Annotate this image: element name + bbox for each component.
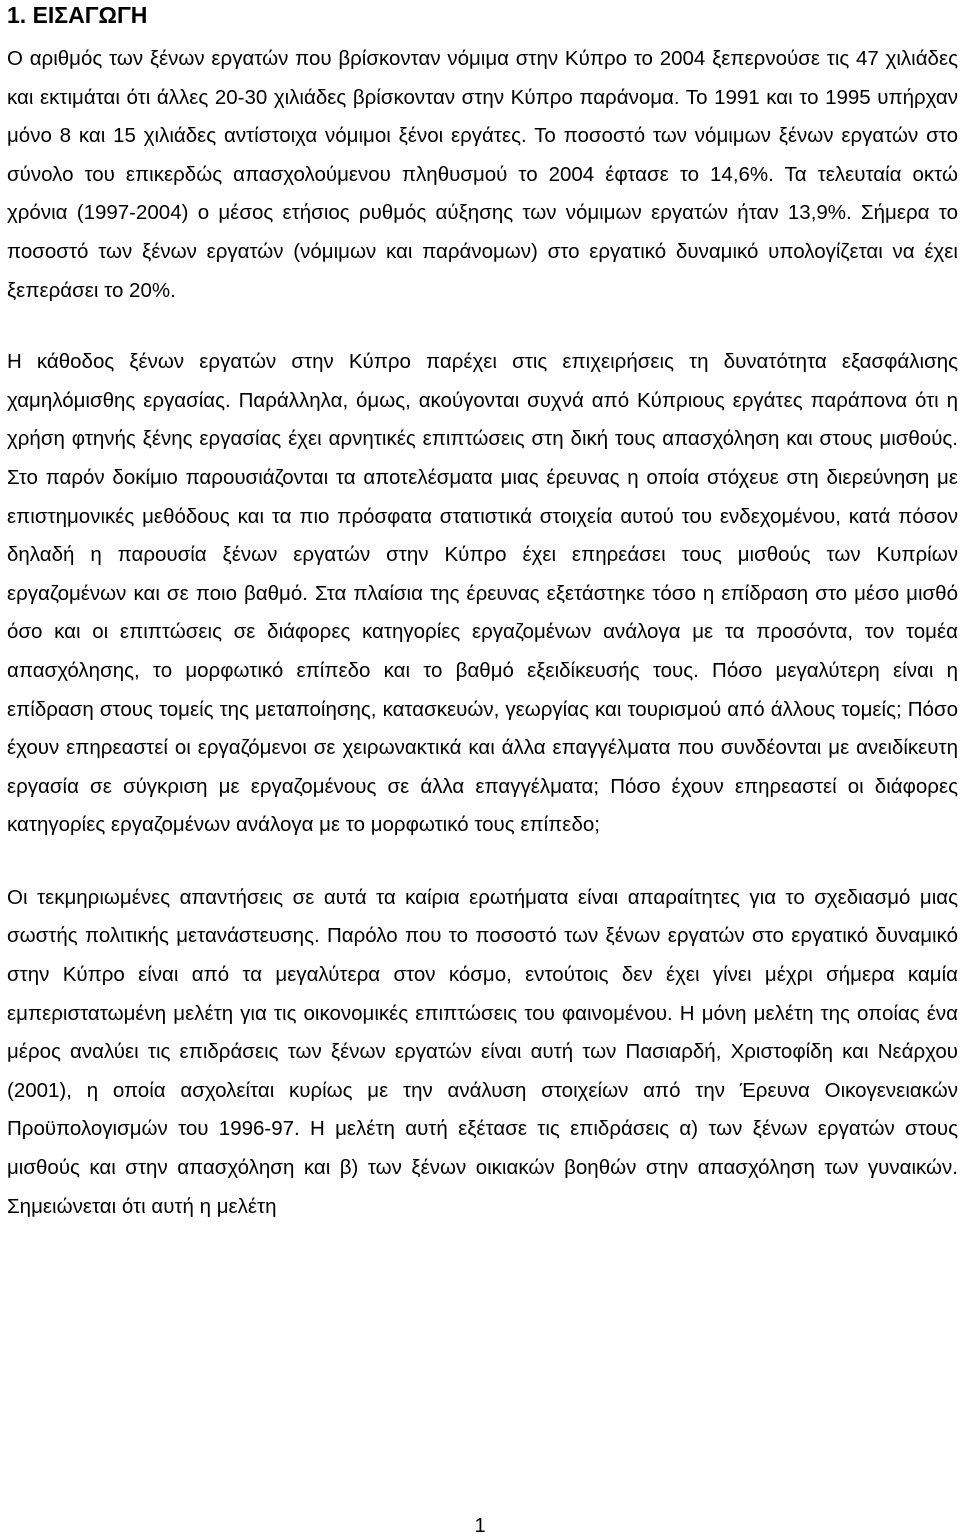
page-number: 1 [474,1515,486,1537]
paragraph-3: Οι τεκμηριωμένες απαντήσεις σε αυτά τα καίρια ερωτήματα είναι απαραίτητες για το σχεδιασμό μιας σωστής πολιτικής μετανάστευσης. Παρόλο που το ποσοστό των ξένων εργατών στο εργατικό δυναμικό στην Κύπρο είναι από τα μεγαλύτερα στον κόσμο, εντούτοις δεν έχει γίνει μέχρι σήμερα καμία εμπεριστατωμένη μελέτη για τις οικονομικές επιπτώσεις του φαινομένου. Η μόνη μελέτη της οποίας ένα μέρος αναλύει τις επιδράσεις των ξένων εργατών είναι αυτή των Πασιαρδή, Χριστοφίδη και Νεάρχου (2001), η οποία ασχολείται κυρίως με την ανάλυση στοιχείων από την Έρευνα Οικογενειακών Προϋπολογισμών του 1996-97. Η μελέτη αυτή εξέτασε τις επιδράσεις α) των ξένων εργατών στους μισθούς και στην απασχόληση και β) των ξένων οικιακών βοηθών στην απασχόληση των γυναικών. Σημειώνεται ότι αυτή η μελέτη [7,885,958,1218]
paragraph-2: Η κάθοδος ξένων εργατών στην Κύπρο παρέχει στις επιχειρήσεις τη δυνατότητα εξασφάλισης χαμηλόμισθης εργασίας. Παράλληλα, όμως, ακούγονται συχνά από Κύπριους εργάτες παράπονα ότι η χρήση φτηνής ξένης εργασίας έχει αρνητικές επιπτώσεις στη δική τους απασχόληση και στους μισθούς. Στο παρόν δοκίμιο παρουσιάζονται τα αποτελέσματα μιας έρευνας η οποία στόχευε στη διερεύνηση με επιστημονικές μεθόδους και τα πιο πρόσφατα στατιστικά στοιχεία αυτού του ενδεχομένου, κατά πόσον δηλαδή η παρουσία ξένων εργατών στην Κύπρο έχει επηρεάσει τους μισθούς των Κυπρίων εργαζομένων και σε ποιο βαθμό. Στα πλαίσια της έρευνας εξετάστηκε τόσο η επίδραση στο μέσο μισθό όσο και οι επιπτώσεις σε διάφορες κατηγορίες εργαζομένων ανάλογα με τα προσόντα, τον τομέα απασχόλησης, το μορφωτικό επίπεδο και το βαθμό εξειδίκευσής τους. Πόσο μεγαλύτερη είναι η επίδραση στους τομείς της μεταποίησης, κατασκευών, γεωργίας και τουρισμού από άλλους τομείς; Πόσο έχουν επηρεαστεί οι εργαζόμενοι σε χειρωνακτικά και άλλα επαγγέλματα που συνδέονται με ανειδίκευτη εργασία σε σύγκριση με εργαζομένους σε άλλα επαγγέλματα; Πόσο έχουν επηρεαστεί οι διάφορες κατηγορίες εργαζομένων ανάλογα με το μορφωτικό τους επίπεδο; [7,350,958,837]
document-page [7,0,958,1226]
section-heading: 1. ΕΙΣΑΓΩΓΗ [7,2,148,28]
paragraph-1: Ο αριθμός των ξένων εργατών που βρίσκονταν νόμιμα στην Κύπρο το 2004 ξεπερνούσε τις 47 χιλιάδες και εκτιμάται ότι άλλες 20-30 χιλιάδες βρίσκονταν στην Κύπρο παράνομα. Το 1991 και το 1995 υπήρχαν μόνο 8 και 15 χιλιάδες αντίστοιχα νόμιμοι ξένοι εργάτες. Το ποσοστό των νόμιμων ξένων εργατών στο σύνολο του επικερδώς απασχολούμενου πληθυσμού το 2004 έφτασε το 14,6%. Τα τελευταία οκτώ χρόνια (1997-2004) ο μέσος ετήσιος ρυθμός αύξησης των νόμιμων εργατών ήταν 13,9%. Σήμερα το ποσοστό των ξένων εργατών (νόμιμων και παράνομων) στο εργατικό δυναμικό υπολογίζεται να έχει ξεπεράσει το 20%. [7,47,958,302]
